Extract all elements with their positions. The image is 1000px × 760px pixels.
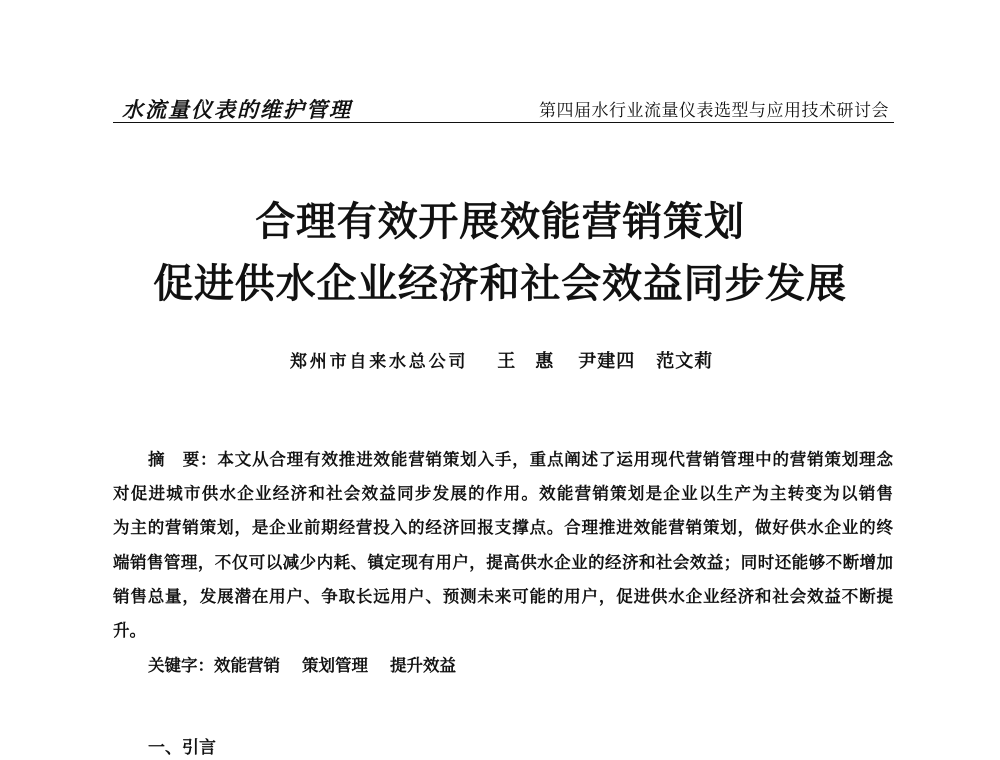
running-header-topic: 水流量仪表的维护管理 xyxy=(122,98,352,122)
keyword: 策划管理 xyxy=(302,656,368,675)
keyword: 提升效益 xyxy=(390,656,456,675)
keywords-label: 关键字： xyxy=(148,656,214,675)
author-affiliation: 郑州市自来水总公司 xyxy=(290,352,469,372)
section-heading: 一、引言 xyxy=(148,738,216,758)
running-header xyxy=(113,99,894,123)
author-name: 范文莉 xyxy=(656,351,714,372)
abstract-line: 端销售管理，不仅可以减少内耗、镇定现有用户，提高供水企业的经济和社会效益；同时还能够不断增加 xyxy=(113,552,893,572)
keywords xyxy=(148,654,478,678)
paper-title-line-1: 合理有效开展效能营销策划 xyxy=(255,198,745,245)
running-header-conference: 第四届水行业流量仪表选型与应用技术研讨会 xyxy=(539,101,889,121)
abstract-line: 为主的营销策划，是企业前期经营投入的经济回报支撑点。合理推进效能营销策划，做好供水企业的终 xyxy=(113,518,893,538)
abstract-line xyxy=(113,443,893,477)
abstract-line: 升。 xyxy=(113,620,146,640)
abstract xyxy=(113,443,893,648)
byline xyxy=(290,350,713,374)
author-name: 尹建四 xyxy=(578,351,636,372)
abstract-line: 销售总量，发展潜在用户、争取长远用户、预测未来可能的用户，促进供水企业经济和社会效益不断提 xyxy=(113,586,893,606)
abstract-label: 摘 要： xyxy=(148,450,218,469)
author-name: 王 惠 xyxy=(497,351,555,372)
paper-title xyxy=(100,191,900,315)
abstract-line: 对促进城市供水企业经济和社会效益同步发展的作用。效能营销策划是企业以生产为主转变为以销售 xyxy=(113,484,893,504)
keyword: 效能营销 xyxy=(214,656,280,675)
abstract-text: 本文从合理有效推进效能营销策划入手，重点阐述了运用现代营销管理中的营销策划理念 xyxy=(217,450,894,469)
paper-title-line-2: 促进供水企业经济和社会效益同步发展 xyxy=(153,260,847,307)
